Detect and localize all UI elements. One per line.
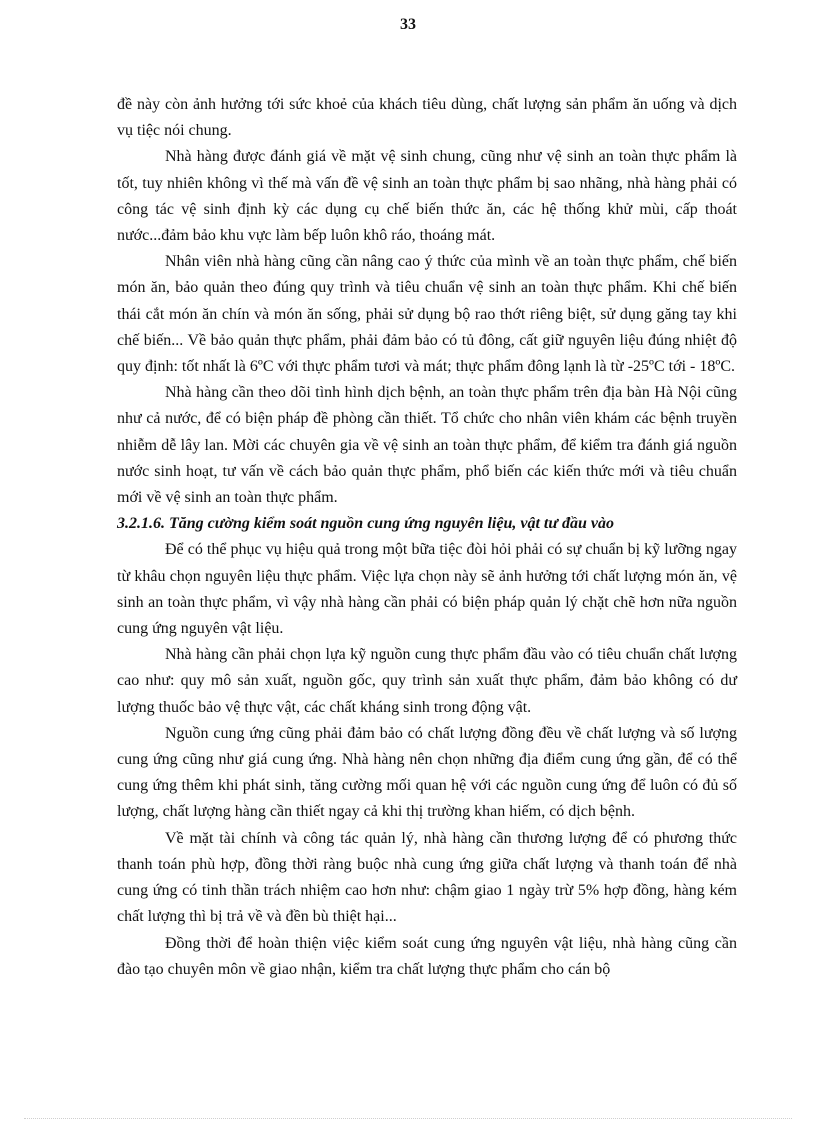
paragraph-supplier-quality: Nhà hàng cần phải chọn lựa kỹ nguồn cung thực phẩm đầu vào có tiêu chuẩn chất lượng cao như: quy mô sản xuất, nguồn gốc, quy trình sản xuất thực phẩm, đảm bảo không có dư lượng thuốc bảo vệ thực vật, các chất kháng sinh trong động vật. <box>117 646 737 716</box>
paragraph-staff-training: Đồng thời để hoàn thiện việc kiểm soát cung ứng nguyên vật liệu, nhà hàng cũng cần đào tạo chuyên môn về giao nhận, kiểm tra chất lượng thực phẩm cho cán bộ <box>117 934 737 978</box>
document-body <box>117 92 737 983</box>
paragraph-disease-monitoring: Nhà hàng cần theo dõi tình hình dịch bệnh, an toàn thực phẩm trên địa bàn Hà Nội cũng như cả nước, để có biện pháp đề phòng cần thiết. Tổ chức cho nhân viên khám các bệnh truyền nhiễm dễ lây lan. Mời các chuyên gia về vệ sinh an toàn thực phẩm, để kiểm tra đánh giá nguồn nước sinh hoạt, tư vấn về cách bảo quản thực phẩm, phổ biến các kiến thức mới và tiêu chuẩn mới về vệ sinh an toàn thực phẩm. <box>117 384 737 507</box>
paragraph-continuation: đề này còn ảnh hưởng tới sức khoẻ của khách tiêu dùng, chất lượng sản phẩm ăn uống và dịch vụ tiệc nói chung. <box>117 96 737 140</box>
paragraph-financial-terms: Về mặt tài chính và công tác quản lý, nhà hàng cần thương lượng để có phương thức thanh toán phù hợp, đồng thời ràng buộc nhà cung ứng giữa chất lượng và thanh toán để nhà cung ứng có tinh thần trách nhiệm cao hơn như: chậm giao 1 ngày trừ 5% hợp đồng, hàng kém chất lượng thì bị trả về và đền bù thiệt hại... <box>117 829 737 926</box>
section-heading: 3.2.1.6. Tăng cường kiểm soát nguồn cung ứng nguyên liệu, vật tư đầu vào <box>117 515 614 533</box>
paragraph-ingredient-selection: Để có thể phục vụ hiệu quả trong một bữa tiệc đòi hỏi phải có sự chuẩn bị kỹ lưỡng ngay từ khâu chọn nguyên liệu thực phẩm. Việc lựa chọn này sẽ ảnh hưởng tới chất lượng món ăn, vệ sinh an toàn thực phẩm, vì vậy nhà hàng cần phải có biện pháp quản lý chặt chẽ hơn nữa nguồn cung ứng nguyên vật liệu. <box>117 541 737 638</box>
paragraph-hygiene-general: Nhà hàng được đánh giá về mặt vệ sinh chung, cũng như vệ sinh an toàn thực phẩm là tốt, tuy nhiên không vì thế mà vấn đề vệ sinh an toàn thực phẩm bị sao nhãng, nhà hàng phải có công tác vệ sinh định kỳ các dụng cụ chế biến thức ăn, các hệ thống khử mùi, cấp thoát nước...đảm bảo khu vực làm bếp luôn khô ráo, thoáng mát. <box>117 148 737 245</box>
page-number: 33 <box>400 16 416 33</box>
footer-divider <box>24 1118 792 1119</box>
paragraph-supply-consistency: Nguồn cung ứng cũng phải đảm bảo có chất lượng đồng đều về chất lượng và số lượng cung ứng cũng như giá cung ứng. Nhà hàng nên chọn những địa điểm cung ứng gần, để có thể cung ứng thêm khi phát sinh, tăng cường mối quan hệ với các nguồn cung ứng để luôn có đủ số lượng, chất lượng hàng cần thiết ngay cả khi thị trường khan hiếm, có dịch bệnh. <box>117 724 737 821</box>
paragraph-staff-awareness: Nhân viên nhà hàng cũng cần nâng cao ý thức của mình về an toàn thực phẩm, chế biến món ăn, bảo quản theo đúng quy trình và tiêu chuẩn vệ sinh an toàn thực phẩm. Khi chế biến thái cắt món ăn chín và món ăn sống, phải sử dụng bộ rao thớt riêng biệt, sử dụng găng tay khi chế biến... Về bảo quản thực phẩm, phải đảm bảo có tủ đông, cất giữ nguyên liệu đúng nhiệt độ quy định: tốt nhất là 6ºC với thực phẩm tươi và mát; thực phẩm đông lạnh là từ -25ºC tới - 18ºC. <box>117 253 737 376</box>
